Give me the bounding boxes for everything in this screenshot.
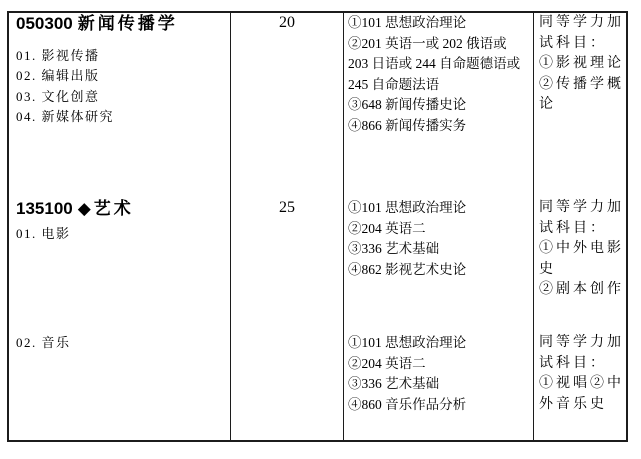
- exam-subject-line: ①101 思想政治理论: [348, 15, 467, 30]
- supplementary-test-cell: [533, 13, 626, 198]
- supplementary-test-line: ②传播学概: [539, 76, 624, 92]
- research-direction: 02. 音乐: [16, 335, 71, 350]
- program-name: 新闻传播学: [77, 14, 178, 33]
- admissions-table: [7, 11, 628, 442]
- supplementary-test-line: ①影视理论: [539, 56, 624, 72]
- exam-subject-line: ③648 新闻传播史论: [348, 97, 467, 113]
- exam-subject-line: ④860 音乐作品分析: [348, 396, 467, 412]
- supplementary-test-line: 同等学力加: [539, 200, 624, 215]
- supplementary-test-line: 史: [539, 261, 556, 277]
- supplementary-test-line: 外音乐史: [539, 396, 607, 412]
- exam-subject-line: 245 自命题法语: [348, 76, 440, 92]
- exam-subject-line: 203 日语或 244 自命题德语或: [348, 56, 521, 72]
- supplementary-test-line: 试科目：: [539, 355, 607, 371]
- exam-subject-line: ②204 英语二: [348, 355, 426, 371]
- exam-subject-line: ④866 新闻传播实务: [348, 117, 467, 133]
- exam-subjects-cell: [343, 13, 533, 198]
- exam-subject-line: ③336 艺术基础: [348, 241, 440, 257]
- supplementary-test-line: 试科目：: [539, 220, 607, 236]
- exam-subject-line: ②201 英语一或 202 俄语或: [348, 35, 507, 51]
- supplementary-test-line: 同等学力加: [539, 15, 624, 30]
- enrollment-quota: 25: [230, 198, 343, 333]
- exam-subjects-cell: [343, 198, 533, 333]
- research-direction: 04. 新媒体研究: [16, 109, 115, 125]
- program-title: [16, 198, 230, 220]
- supplementary-test-cell: [533, 198, 626, 333]
- enrollment-quota: 20: [230, 13, 343, 198]
- exam-subjects-cell: [343, 333, 533, 440]
- exam-subject-line: ①101 思想政治理论: [348, 335, 467, 350]
- exam-subject-line: ④862 影视艺术史论: [348, 261, 467, 277]
- exam-subject-line: ①101 思想政治理论: [348, 200, 467, 215]
- program-cell: [9, 333, 230, 440]
- supplementary-test-line: 论: [539, 97, 556, 113]
- program-code: 050300: [16, 14, 73, 33]
- research-direction: 01. 电影: [16, 226, 71, 241]
- exam-subject-line: ③336 艺术基础: [348, 376, 440, 392]
- supplementary-test-cell: [533, 333, 626, 440]
- supplementary-test-line: ②剧本创作: [539, 282, 624, 298]
- supplementary-test-line: 同等学力加: [539, 335, 624, 350]
- research-direction: 01. 影视传播: [16, 48, 100, 63]
- program-cell: [9, 198, 230, 333]
- research-direction: 03. 文化创意: [16, 88, 100, 104]
- supplementary-test-line: 试科目：: [539, 35, 607, 51]
- exam-subject-line: ②204 英语二: [348, 220, 426, 236]
- enrollment-quota: [230, 333, 343, 440]
- program-name: ◆艺术: [77, 199, 134, 218]
- program-title: [16, 13, 230, 35]
- supplementary-test-line: ①中外电影: [539, 241, 624, 257]
- research-direction: 02. 编辑出版: [16, 68, 100, 84]
- supplementary-test-line: ①视唱②中: [539, 376, 624, 392]
- program-cell: [9, 13, 230, 198]
- program-code: 135100: [16, 199, 73, 218]
